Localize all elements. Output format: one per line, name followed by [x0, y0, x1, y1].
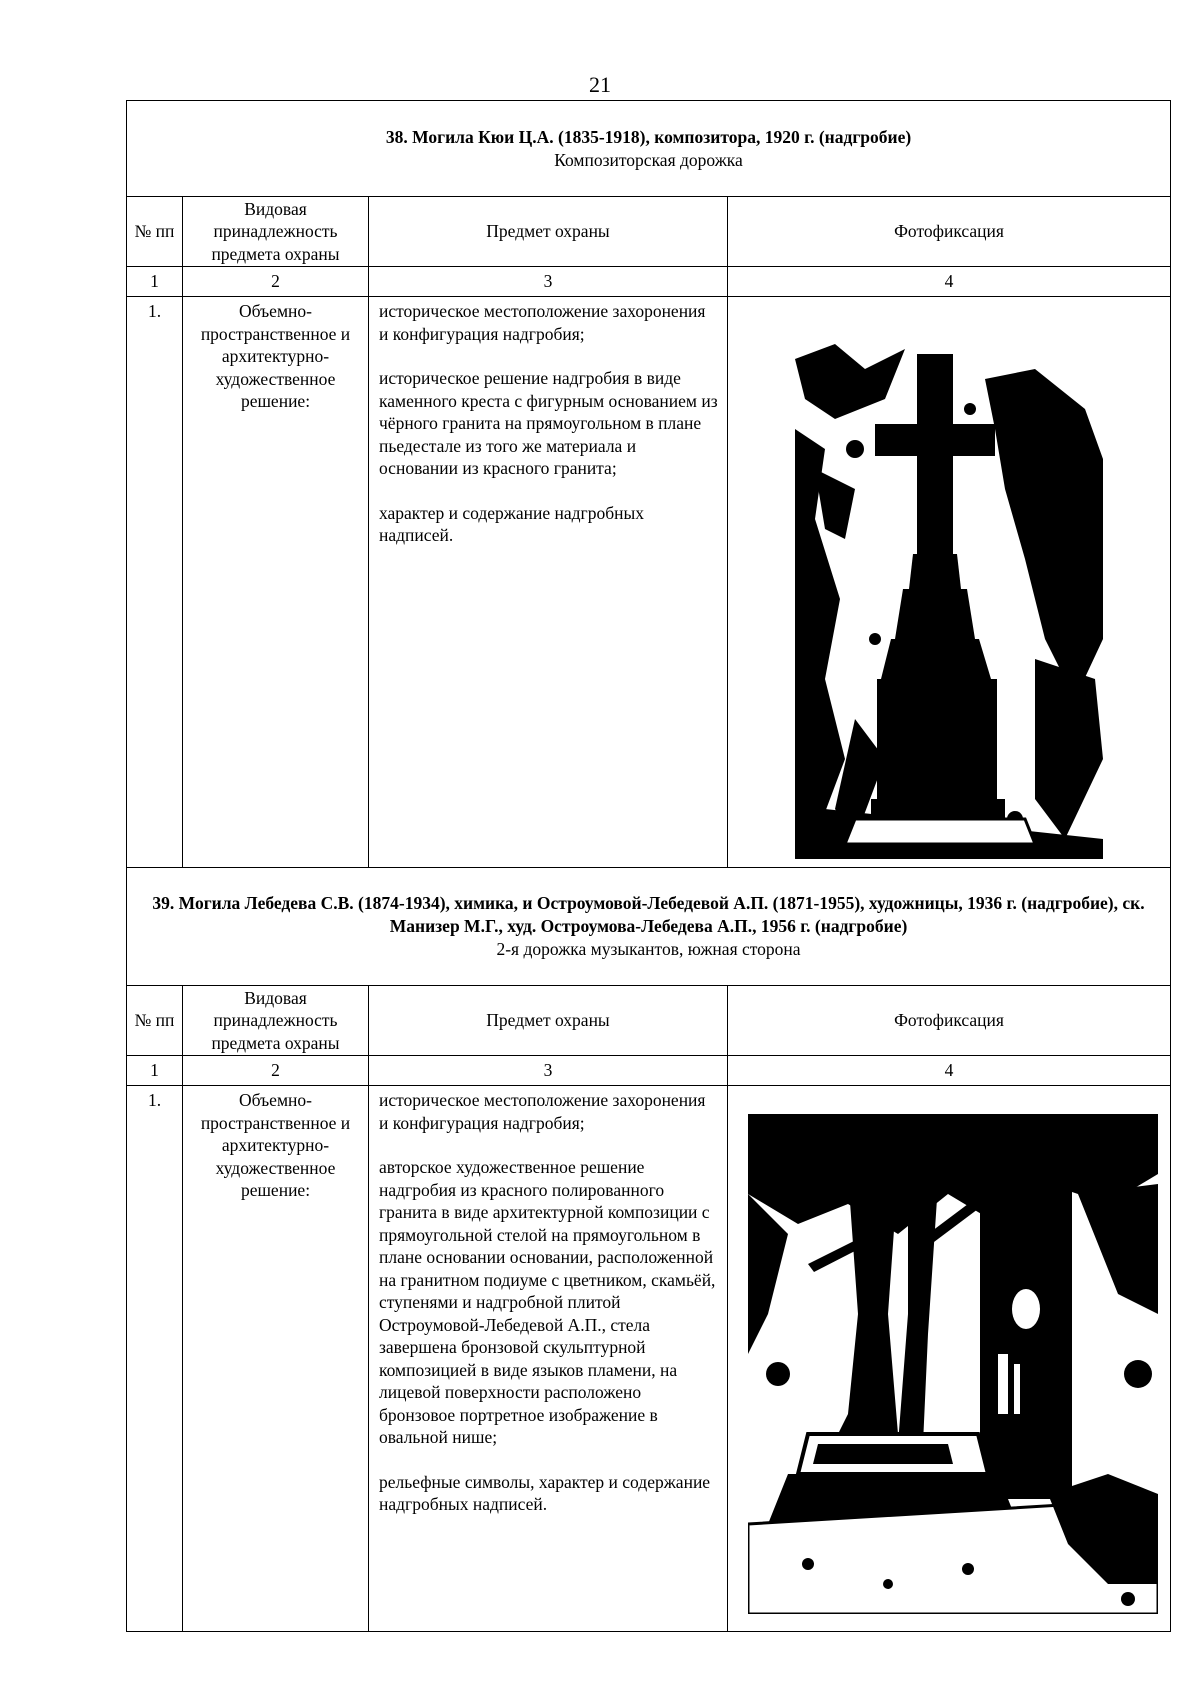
header-num: № пп — [127, 986, 183, 1056]
row-type: Объемно-пространственное и архитектурно-художественное решение: — [183, 297, 369, 868]
row-photo — [728, 297, 1171, 868]
subject-item: рельефные символы, характер и содержание надгробных надписей. — [379, 1471, 711, 1514]
section-38-table — [126, 100, 1171, 868]
subject-item: характер и содержание надгробных надписей. — [379, 502, 645, 545]
page-number: 21 — [589, 72, 611, 97]
column-number-3: 3 — [369, 1056, 728, 1086]
row-subject — [369, 297, 728, 868]
section-subtitle: Композиторская дорожка — [554, 149, 743, 170]
section-38 — [126, 100, 1170, 868]
section-title: 39. Могила Лебедева С.В. (1874-1934), химика, и Остроумовой-Лебедевой А.П. (1871-1955), художницы, 1936 г. (надгробие), ск. Манизер М.Г., худ. Остроумова-Лебедева А.П., 1956 г. (надгробие) — [152, 893, 1145, 936]
row-subject — [369, 1086, 728, 1632]
section-title: 38. Могила Кюи Ц.А. (1835-1918), композитора, 1920 г. (надгробие) — [385, 126, 912, 147]
header-photo: Фотофиксация — [728, 197, 1171, 267]
row-number: 1. — [127, 1086, 183, 1632]
header-type: Видовая принадлежность предмета охраны — [183, 197, 369, 267]
section-heading — [127, 868, 1171, 986]
section-heading — [127, 101, 1171, 197]
header-subject: Предмет охраны — [369, 197, 728, 267]
subject-item: историческое местоположение захоронения и конфигурация надгробия; — [379, 1090, 706, 1133]
column-number-2: 2 — [183, 267, 369, 297]
gravestone-cross-photo — [795, 339, 1103, 859]
section-subtitle: 2-я дорожка музыкантов, южная сторона — [496, 939, 801, 959]
header-photo: Фотофиксация — [728, 986, 1171, 1056]
section-39 — [126, 867, 1170, 1632]
column-number-1: 1 — [127, 1056, 183, 1086]
column-number-3: 3 — [369, 267, 728, 297]
subject-item: историческое местоположение захоронения и конфигурация надгробия; — [379, 301, 706, 344]
column-number-1: 1 — [127, 267, 183, 297]
row-photo — [728, 1086, 1171, 1632]
column-number-2: 2 — [183, 1056, 369, 1086]
row-type: Объемно-пространственное и архитектурно-художественное решение: — [183, 1086, 369, 1632]
subject-item: историческое решение надгробия в виде каменного креста с фигурным основанием из чёрного гранита на прямоугольном в плане пьедестале из того же материала и основании из красного гранита; — [379, 368, 718, 478]
gravestone-stele-photo — [748, 1114, 1158, 1614]
header-num: № пп — [127, 197, 183, 267]
column-number-4: 4 — [728, 267, 1171, 297]
header-type: Видовая принадлежность предмета охраны — [183, 986, 369, 1056]
section-39-table — [126, 867, 1171, 1632]
row-number: 1. — [127, 297, 183, 868]
header-subject: Предмет охраны — [369, 986, 728, 1056]
column-number-4: 4 — [728, 1056, 1171, 1086]
subject-item: авторское художественное решение надгробия из красного полированного гранита в виде архитектурной композиции с прямоугольной стелой на прямоугольном в плане основании основании, расположенной на гранитном подиуме с цветником, скамьёй, ступенями и надгробной плитой Остроумовой-Лебедевой А.П., стела завершена бронзовой скульптурной композицией в виде языков пламени, на лицевой поверхности расположено бронзовое портретное изображение в овальной нише; — [379, 1157, 716, 1447]
